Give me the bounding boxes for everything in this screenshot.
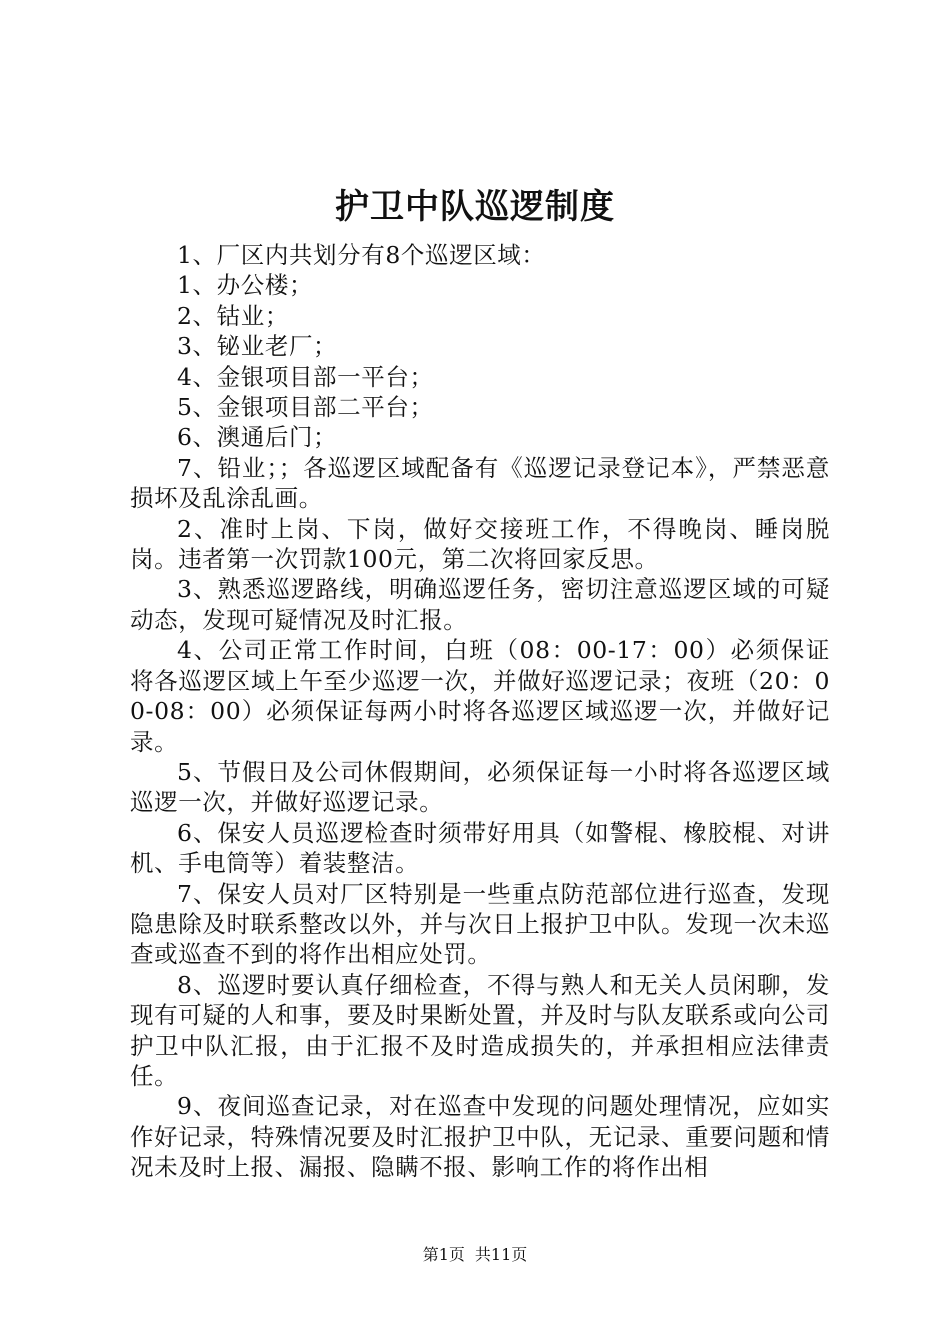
paragraph: 5、节假日及公司休假期间，必须保证每一小时将各巡逻区域巡逻一次，并做好巡逻记录。 (130, 757, 830, 817)
page-total: 共11页 (474, 1245, 528, 1264)
paragraph: 1、厂区内共划分有8个巡逻区域： (177, 241, 546, 269)
page-number: 第1页 (422, 1245, 465, 1264)
paragraph: 3、熟悉巡逻路线，明确巡逻任务，密切注意巡逻区域的可疑动态，发现可疑情况及时汇报。 (130, 575, 830, 634)
paragraph: 2、钴业； (177, 301, 289, 330)
paragraph: 8、巡逻时要认真仔细检查，不得与熟人和无关人员闲聊，发现有可疑的人和事，要及时果断处置，并及时与队友联系或向公司护卫中队汇报，由于汇报不及时造成损失的，并承担相应法律责任。 (130, 970, 830, 1090)
paragraph: 1、办公楼； (177, 271, 314, 300)
document-title: 护卫中队巡逻制度 (335, 187, 615, 227)
paragraph: 9、夜间巡查记录，对在巡查中发现的问题处理情况，应如实作好记录，特殊情况要及时汇报护卫中队，无记录、重要问题和情况未及时上报、漏报、隐瞒不报、影响工作的将作出相 (130, 1092, 830, 1182)
paragraph: 3、铋业老厂； (177, 332, 338, 361)
paragraph: 4、公司正常工作时间，白班（08：00-17：00）必须保证将各巡逻区域上午至少巡逻一次，并做好巡逻记录；夜班（20：00-08：00）必须保证每两小时将各巡逻区域巡逻一次，并做好记录。 (130, 636, 830, 756)
paragraph: 2、准时上岗、下岗，做好交接班工作，不得晚岗、睡岗脱岗。违者第一次罚款100元，第二次将回家反思。 (130, 514, 830, 574)
document-body (130, 240, 830, 1183)
paragraph: 5、金银项目部二平台； (177, 393, 434, 422)
page-footer (0, 1244, 950, 1266)
paragraph: 7、保安人员对厂区特别是一些重点防范部位进行巡查，发现隐患除及时联系整改以外，并与次日上报护卫中队。发现一次未巡查或巡查不到的将作出相应处罚。 (130, 879, 830, 969)
paragraph: 6、保安人员巡逻检查时须带好用具（如警棍、橡胶棍、对讲机、手电筒等）着装整洁。 (130, 818, 830, 878)
paragraph: 4、金银项目部一平台； (177, 362, 434, 391)
paragraph: 6、澳通后门； (177, 423, 338, 452)
paragraph: 7、铅业；；各巡逻区域配备有《巡逻记录登记本》，严禁恶意损坏及乱涂乱画。 (130, 453, 830, 513)
